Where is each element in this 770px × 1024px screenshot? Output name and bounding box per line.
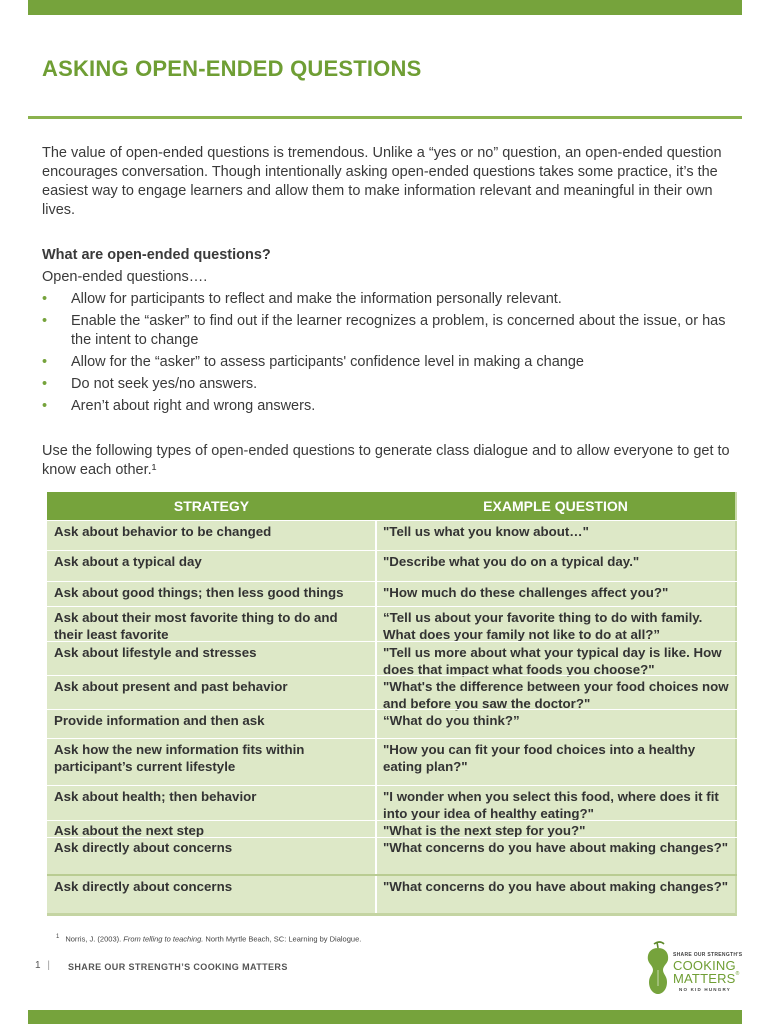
example-cell: "I wonder when you select this food, where does it fit into your idea of healthy eating?" bbox=[383, 789, 719, 821]
table-row bbox=[47, 738, 737, 785]
bullet-icon: • bbox=[42, 291, 48, 307]
footnote-marker: 1 bbox=[56, 934, 60, 940]
example-cell: "Tell us what you know about…" bbox=[383, 524, 589, 539]
footnote-text-before: Norris, J. (2003). bbox=[65, 934, 124, 944]
logo-tagline: NO KID HUNGRY bbox=[679, 987, 731, 992]
strategy-cell: Ask about good things; then less good things bbox=[47, 582, 377, 606]
strategy-table bbox=[47, 492, 737, 916]
bullet-list bbox=[42, 290, 732, 416]
table-row bbox=[47, 520, 737, 550]
section-subheading: Open-ended questions…. bbox=[42, 269, 208, 285]
table-row bbox=[47, 641, 737, 675]
example-cell: "How much do these challenges affect you?" bbox=[383, 585, 669, 600]
bullet-text: Allow for participants to reflect and make the information personally relevant. bbox=[71, 291, 562, 307]
table-row bbox=[47, 581, 737, 606]
bullet-icon: • bbox=[42, 398, 48, 414]
strategy-cell: Provide information and then ask bbox=[47, 710, 377, 738]
table-row bbox=[47, 837, 737, 874]
table-row bbox=[47, 709, 737, 738]
strategy-cell: Ask directly about concerns bbox=[47, 876, 377, 913]
footer-brand-text: SHARE OUR STRENGTH’S COOKING MATTERS bbox=[68, 962, 288, 972]
example-cell: “Tell us about your favorite thing to do with family. What does your family not like to do at all?” bbox=[383, 610, 703, 642]
bullet-item bbox=[42, 290, 732, 309]
footnote-text-after: North Myrtle Beach, SC: Learning by Dialogue. bbox=[203, 934, 362, 944]
strategy-cell: Ask about their most favorite thing to do and their least favorite bbox=[47, 607, 377, 641]
section-heading: What are open-ended questions? bbox=[42, 247, 271, 263]
body-content bbox=[42, 144, 732, 480]
bottom-green-bar bbox=[28, 1010, 742, 1024]
example-cell: "What is the next step for you?" bbox=[383, 823, 586, 838]
logo-word-matters bbox=[673, 971, 739, 986]
example-cell: "What's the difference between your food choices now and before you saw the doctor?" bbox=[383, 679, 729, 711]
strategy-cell: Ask about behavior to be changed bbox=[47, 521, 377, 550]
table-row bbox=[47, 820, 737, 837]
logo-top-line: SHARE OUR STRENGTH'S bbox=[673, 952, 743, 958]
logo-word-cooking: COOKING bbox=[673, 958, 736, 973]
table-row bbox=[47, 675, 737, 709]
bullet-item bbox=[42, 397, 732, 416]
table-row bbox=[47, 606, 737, 641]
table-header bbox=[47, 492, 735, 520]
page-number: 1 bbox=[35, 960, 41, 971]
strategy-cell: Ask about a typical day bbox=[47, 551, 377, 581]
logo-word-matters-text: MATTERS bbox=[673, 971, 736, 986]
example-cell: "Tell us more about what your typical day is like. How does that impact what foods you choose?" bbox=[383, 645, 722, 677]
intro-paragraph: The value of open-ended questions is tremendous. Unlike a “yes or no” question, an open-ended question encourages conversation. Though intentionally asking open-ended questions takes some practice, it’s the easiest way to engage learners and allow them to make information relevant and meaningful in their own lives. bbox=[42, 145, 722, 218]
cooking-matters-logo bbox=[644, 940, 744, 998]
strategy-cell: Ask directly about concerns bbox=[47, 838, 377, 874]
footer-separator: | bbox=[47, 960, 50, 971]
footnote-italic-title: From telling to teaching. bbox=[123, 934, 204, 944]
bullet-icon: • bbox=[42, 313, 48, 329]
top-green-bar bbox=[28, 0, 742, 15]
page-title: ASKING OPEN-ENDED QUESTIONS bbox=[42, 56, 422, 81]
example-cell: "How you can fit your food choices into a healthy eating plan?" bbox=[383, 742, 696, 774]
bullet-text: Do not seek yes/no answers. bbox=[71, 376, 258, 392]
bullet-text: Aren’t about right and wrong answers. bbox=[71, 398, 316, 414]
bullet-text: Enable the “asker” to find out if the learner recognizes a problem, is concerned about the issue, or has the intent to change bbox=[71, 313, 726, 348]
logo-registered-mark: ® bbox=[735, 971, 740, 977]
strategy-cell: Ask about the next step bbox=[47, 821, 377, 837]
bullet-item bbox=[42, 312, 732, 350]
example-cell: "What concerns do you have about making changes?" bbox=[383, 840, 729, 855]
bullet-item bbox=[42, 353, 732, 372]
strategy-cell: Ask how the new information fits within participant’s current lifestyle bbox=[47, 739, 377, 785]
table-intro-paragraph: Use the following types of open-ended questions to generate class dialogue and to allow everyone to get to know each other.¹ bbox=[42, 443, 730, 478]
bullet-icon: • bbox=[42, 376, 48, 392]
apple-core-icon bbox=[644, 940, 672, 996]
footer-page-number bbox=[35, 960, 50, 971]
footnote bbox=[56, 934, 361, 944]
table-row bbox=[47, 874, 737, 913]
strategy-cell: Ask about health; then behavior bbox=[47, 786, 377, 820]
bullet-item bbox=[42, 375, 732, 394]
strategy-cell: Ask about lifestyle and stresses bbox=[47, 642, 377, 675]
bullet-icon: • bbox=[42, 354, 48, 370]
table-row bbox=[47, 785, 737, 820]
table-row bbox=[47, 550, 737, 581]
example-cell: “What do you think?” bbox=[383, 713, 520, 728]
bullet-text: Allow for the “asker” to assess participants' confidence level in making a change bbox=[71, 354, 584, 370]
header-strategy: STRATEGY bbox=[173, 498, 250, 514]
title-divider bbox=[28, 116, 742, 119]
example-cell: "Describe what you do on a typical day." bbox=[383, 554, 640, 569]
example-cell: "What concerns do you have about making changes?" bbox=[383, 879, 729, 894]
strategy-cell: Ask about present and past behavior bbox=[47, 676, 377, 709]
header-example-question: EXAMPLE QUESTION bbox=[483, 498, 628, 514]
